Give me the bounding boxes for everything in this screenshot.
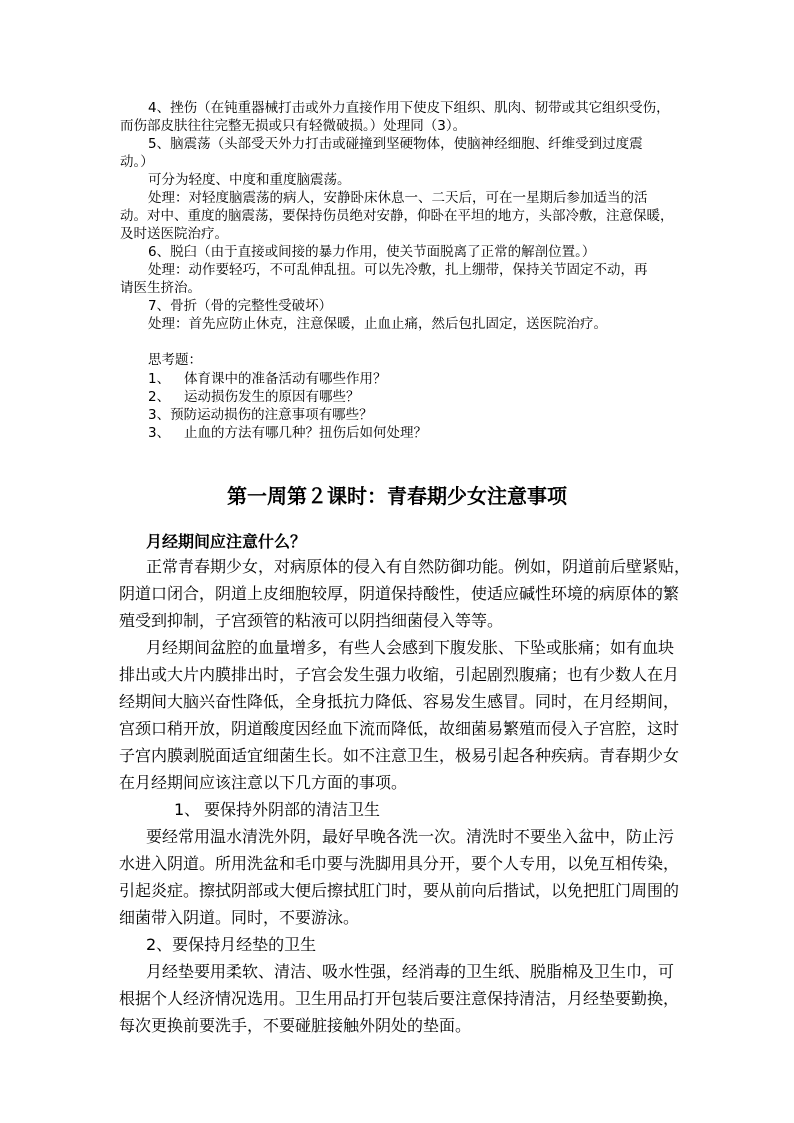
- paragraph-line: 月经垫要用柔软、清洁、吸水性强，经消毒的卫生纸、脱脂棉及卫生巾，可: [146, 962, 675, 981]
- text-line: 动。对中、重度的脑震荡，要保持伤员绝对安静，仰卧在平坦的地方，头部冷敷，注意保暖，: [120, 208, 674, 224]
- question-text: 体育课中的准备活动有哪些作用？: [184, 371, 387, 387]
- question-item: [148, 424, 427, 442]
- text-line: 处理：动作要轻巧，不可乱伸乱扭。可以先冷敷，扎上绷带，保持关节固定不动，再: [148, 262, 648, 278]
- paragraph-line: 在月经期间应该注意以下几方面的事项。: [119, 773, 408, 792]
- paragraph-line: 要经常用温水清洗外阴，最好早晚各洗一次。清洗时不要坐入盆中，防止污: [146, 827, 675, 846]
- text-line: 及时送医院治疗。: [120, 226, 228, 242]
- paragraph-line: 排出或大片内膜排出时，子宫会发生强力收缩，引起剧烈腹痛；也有少数人在月: [119, 665, 680, 684]
- text-line: 处理：对轻度脑震荡的病人，安静卧床休息一、二天后，可在一星期后参加适当的活: [148, 190, 648, 206]
- text-line: 5、脑震荡（头部受天外力打击或碰撞到坚硬物体，使脑神经细胞、纤维受到过度震: [148, 136, 643, 152]
- text-line: 动。）: [120, 154, 154, 170]
- question-text: 预防运动损伤的注意事项有哪些？: [170, 407, 373, 423]
- subsection-text: 要保持外阴部的清洁卫生: [204, 800, 381, 819]
- section-heading: 月经期间应注意什么？: [146, 532, 307, 551]
- paragraph-line: 经期间大脑兴奋性降低，全身抵抗力降低、容易发生感冒。同时，在月经期间，: [119, 692, 680, 711]
- subsection-title: [174, 799, 380, 821]
- text-line: 4、挫伤（在钝重器械打击或外力直接作用下使皮下组织、肌肉、韧带或其它组织受伤，: [148, 100, 670, 116]
- paragraph-line: 水进入阴道。所用洗盆和毛巾要与洗脚用具分开，要个人专用，以免互相传染，: [119, 854, 680, 873]
- question-item: [148, 370, 387, 388]
- lesson-title: 第一周第２课时：青春期少女注意事项: [227, 484, 567, 508]
- text-line: 7、骨折（骨的完整性受破坏）: [148, 298, 333, 314]
- question-item: [148, 388, 360, 406]
- paragraph-line: 阴道口闭合，阴道上皮细胞较厚，阴道保持酸性，使适应碱性环境的病原体的繁: [119, 584, 680, 603]
- subsection-title: 2、要保持月经垫的卫生: [146, 935, 317, 954]
- question-text: 止血的方法有哪几种？扭伤后如何处理？: [184, 425, 427, 441]
- text-line: 请医生挤治。: [120, 280, 201, 296]
- question-number: 3、: [148, 425, 171, 441]
- question-number: 3、: [148, 407, 171, 423]
- question-item: [148, 406, 373, 424]
- text-line: 6、脱臼（由于直接或间接的暴力作用，使关节面脱离了正常的解剖位置。）: [148, 244, 596, 260]
- paragraph-line: 宫颈口稍开放，阴道酸度因经血下流而降低，故细菌易繁殖而侵入子宫腔，这时: [119, 719, 680, 738]
- paragraph-line: 细菌带入阴道。同时，不要游泳。: [119, 908, 360, 927]
- text-line: 而伤部皮肤往往完整无损或只有轻微破损。）处理同（3）。: [120, 118, 467, 134]
- paragraph-line: 每次更换前要洗手，不要碰脏接触外阴处的垫面。: [119, 1016, 472, 1035]
- paragraph-line: 殖受到抑制，子宫颈管的粘液可以阴挡细菌侵入等等。: [119, 611, 504, 630]
- text-line: 可分为轻度、中度和重度脑震荡。: [148, 172, 351, 188]
- questions-label: 思考题：: [148, 352, 202, 368]
- question-number: 2、: [148, 389, 171, 405]
- paragraph-line: 正常青春期少女，对病原体的侵入有自然防御功能。例如，阴道前后壁紧贴，: [146, 557, 691, 576]
- question-text: 运动损伤发生的原因有哪些？: [184, 389, 360, 405]
- text-line: 处理：首先应防止休克，注意保暖，止血止痛，然后包扎固定，送医院治疗。: [148, 316, 607, 332]
- subsection-number: 1、: [174, 800, 201, 819]
- question-number: 1、: [148, 371, 171, 387]
- paragraph-line: 引起炎症。擦拭阴部或大便后擦拭肛门时，要从前向后揩试，以免把肛门周围的: [119, 881, 680, 900]
- paragraph-line: 月经期间盆腔的血量增多，有些人会感到下腹发胀、下坠或胀痛；如有血块: [146, 638, 675, 657]
- paragraph-line: 根据个人经济情况选用。卫生用品打开包装后要注意保持清洁，月经垫要勤换，: [119, 989, 680, 1008]
- paragraph-line: 子宫内膜剥脱面适宜细菌生长。如不注意卫生，极易引起各种疾病。青春期少女: [119, 746, 680, 765]
